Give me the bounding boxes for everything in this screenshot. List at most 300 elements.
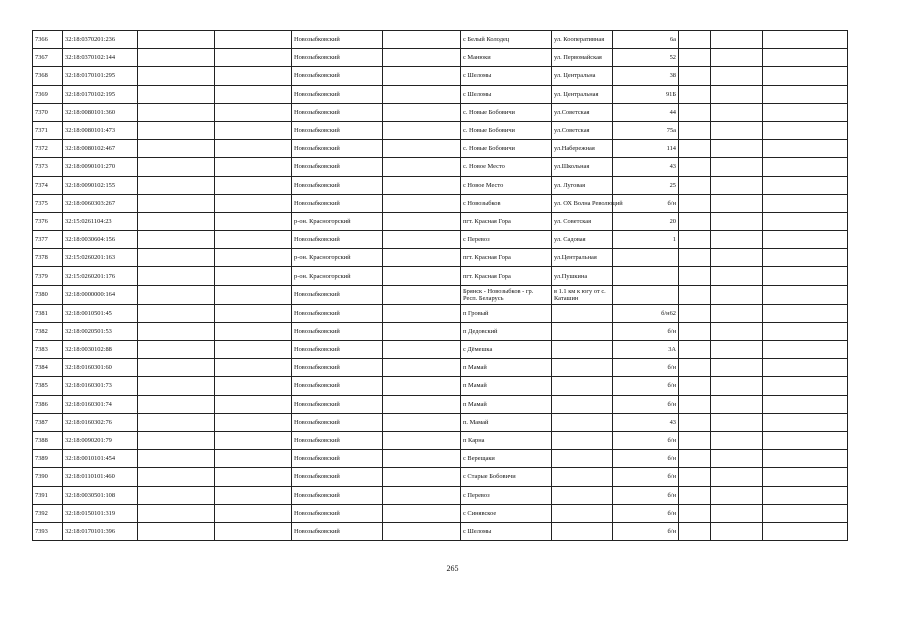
- district-cell: Новозыбковский: [292, 304, 383, 322]
- street-cell: [552, 431, 613, 449]
- house-number-cell: 91Б: [613, 85, 679, 103]
- row-number-cell: 7368: [33, 67, 63, 85]
- table-row: [33, 450, 848, 468]
- street-cell: ул.Пушкина: [552, 267, 613, 285]
- table-row: [33, 103, 848, 121]
- empty-cell: [711, 395, 763, 413]
- locality-cell: с Шеломы: [461, 522, 552, 540]
- empty-cell: [679, 121, 711, 139]
- house-number-cell: 52: [613, 49, 679, 67]
- empty-cell: [215, 158, 292, 176]
- empty-cell: [215, 431, 292, 449]
- street-cell: ул.Центральная: [552, 249, 613, 267]
- empty-cell: [679, 67, 711, 85]
- house-number-cell: б/н: [613, 377, 679, 395]
- empty-cell: [763, 450, 848, 468]
- empty-cell: [383, 304, 461, 322]
- empty-cell: [711, 468, 763, 486]
- empty-cell: [383, 194, 461, 212]
- cadastral-number-cell: 32:18:0020501:53: [63, 322, 138, 340]
- empty-cell: [763, 176, 848, 194]
- empty-cell: [763, 304, 848, 322]
- empty-cell: [215, 413, 292, 431]
- empty-cell: [215, 49, 292, 67]
- empty-cell: [763, 67, 848, 85]
- district-cell: Новозыбковский: [292, 103, 383, 121]
- empty-cell: [711, 522, 763, 540]
- table-row: [33, 121, 848, 139]
- table-row: [33, 322, 848, 340]
- empty-cell: [138, 359, 215, 377]
- street-cell: ул. Первомайская: [552, 49, 613, 67]
- empty-cell: [679, 413, 711, 431]
- table-row: [33, 31, 848, 49]
- empty-cell: [138, 194, 215, 212]
- cadastral-number-cell: 32:15:0260201:176: [63, 267, 138, 285]
- house-number-cell: б/н: [613, 359, 679, 377]
- empty-cell: [215, 341, 292, 359]
- empty-cell: [138, 322, 215, 340]
- empty-cell: [679, 231, 711, 249]
- empty-cell: [383, 31, 461, 49]
- house-number-cell: 44: [613, 103, 679, 121]
- locality-cell: с. Новые Бобовичи: [461, 103, 552, 121]
- empty-cell: [138, 450, 215, 468]
- empty-cell: [138, 504, 215, 522]
- empty-cell: [138, 431, 215, 449]
- empty-cell: [215, 121, 292, 139]
- locality-cell: пгт. Красная Гора: [461, 249, 552, 267]
- street-cell: [552, 504, 613, 522]
- house-number-cell: [613, 285, 679, 304]
- cadastral-number-cell: 32:18:0170101:295: [63, 67, 138, 85]
- table-row: [33, 413, 848, 431]
- street-cell: [552, 341, 613, 359]
- empty-cell: [679, 176, 711, 194]
- empty-cell: [138, 468, 215, 486]
- locality-cell: с Перевоз: [461, 231, 552, 249]
- house-number-cell: [613, 267, 679, 285]
- empty-cell: [383, 377, 461, 395]
- street-cell: ул.Школьная: [552, 158, 613, 176]
- street-cell: ул. Кооперативная: [552, 31, 613, 49]
- house-number-cell: 43: [613, 158, 679, 176]
- empty-cell: [679, 285, 711, 304]
- row-number-cell: 7372: [33, 140, 63, 158]
- empty-cell: [383, 450, 461, 468]
- empty-cell: [711, 158, 763, 176]
- empty-cell: [679, 194, 711, 212]
- table-row: [33, 158, 848, 176]
- row-number-cell: 7392: [33, 504, 63, 522]
- empty-cell: [711, 249, 763, 267]
- district-cell: Новозыбковский: [292, 377, 383, 395]
- row-number-cell: 7385: [33, 377, 63, 395]
- locality-cell: с. Новые Бобовичи: [461, 121, 552, 139]
- empty-cell: [383, 231, 461, 249]
- empty-cell: [711, 194, 763, 212]
- house-number-cell: б/н: [613, 486, 679, 504]
- empty-cell: [711, 231, 763, 249]
- empty-cell: [763, 413, 848, 431]
- district-cell: Новозыбковский: [292, 121, 383, 139]
- empty-cell: [215, 522, 292, 540]
- empty-cell: [711, 31, 763, 49]
- house-number-cell: б/н: [613, 322, 679, 340]
- cadastral-number-cell: 32:15:0261104:23: [63, 212, 138, 230]
- empty-cell: [711, 304, 763, 322]
- empty-cell: [763, 249, 848, 267]
- locality-cell: п Мамай: [461, 395, 552, 413]
- empty-cell: [383, 413, 461, 431]
- cadastral-number-cell: 32:18:0090102:155: [63, 176, 138, 194]
- empty-cell: [383, 121, 461, 139]
- empty-cell: [383, 431, 461, 449]
- registry-table: [32, 30, 848, 541]
- district-cell: р-он. Красногорский: [292, 249, 383, 267]
- table-row: [33, 49, 848, 67]
- cadastral-number-cell: 32:18:0030501:108: [63, 486, 138, 504]
- empty-cell: [383, 140, 461, 158]
- empty-cell: [763, 85, 848, 103]
- empty-cell: [711, 450, 763, 468]
- row-number-cell: 7369: [33, 85, 63, 103]
- empty-cell: [763, 359, 848, 377]
- empty-cell: [711, 322, 763, 340]
- empty-cell: [383, 212, 461, 230]
- empty-cell: [215, 322, 292, 340]
- row-number-cell: 7373: [33, 158, 63, 176]
- house-number-cell: б/н: [613, 395, 679, 413]
- empty-cell: [383, 249, 461, 267]
- district-cell: Новозыбковский: [292, 176, 383, 194]
- row-number-cell: 7378: [33, 249, 63, 267]
- empty-cell: [383, 341, 461, 359]
- empty-cell: [711, 67, 763, 85]
- district-cell: Новозыбковский: [292, 194, 383, 212]
- street-cell: [552, 413, 613, 431]
- empty-cell: [763, 194, 848, 212]
- empty-cell: [383, 103, 461, 121]
- empty-cell: [383, 359, 461, 377]
- empty-cell: [711, 103, 763, 121]
- empty-cell: [711, 267, 763, 285]
- cadastral-number-cell: 32:18:0150101:319: [63, 504, 138, 522]
- street-cell: [552, 468, 613, 486]
- table-row: [33, 304, 848, 322]
- street-cell: [552, 304, 613, 322]
- locality-cell: с. Новые Бобовичи: [461, 140, 552, 158]
- house-number-cell: б/н: [613, 504, 679, 522]
- empty-cell: [711, 341, 763, 359]
- empty-cell: [763, 285, 848, 304]
- cadastral-number-cell: 32:18:0090201:79: [63, 431, 138, 449]
- cadastral-number-cell: 32:18:0000000:164: [63, 285, 138, 304]
- empty-cell: [383, 522, 461, 540]
- row-number-cell: 7387: [33, 413, 63, 431]
- empty-cell: [383, 486, 461, 504]
- table-row: [33, 377, 848, 395]
- row-number-cell: 7381: [33, 304, 63, 322]
- table-row: [33, 468, 848, 486]
- locality-cell: с Белый Колодец: [461, 31, 552, 49]
- empty-cell: [679, 522, 711, 540]
- empty-cell: [138, 267, 215, 285]
- district-cell: Новозыбковский: [292, 322, 383, 340]
- empty-cell: [763, 377, 848, 395]
- street-cell: ул. Луговая: [552, 176, 613, 194]
- empty-cell: [383, 322, 461, 340]
- empty-cell: [215, 212, 292, 230]
- empty-cell: [679, 31, 711, 49]
- empty-cell: [679, 377, 711, 395]
- empty-cell: [215, 249, 292, 267]
- row-number-cell: 7377: [33, 231, 63, 249]
- page-number: 265: [446, 564, 459, 573]
- district-cell: Новозыбковский: [292, 359, 383, 377]
- empty-cell: [763, 49, 848, 67]
- empty-cell: [711, 140, 763, 158]
- street-cell: в 1.1 км к югу от с. Каташин: [552, 285, 613, 304]
- locality-cell: с Манюки: [461, 49, 552, 67]
- empty-cell: [383, 176, 461, 194]
- locality-cell: с Старые Бобовичи: [461, 468, 552, 486]
- street-cell: [552, 450, 613, 468]
- empty-cell: [679, 450, 711, 468]
- street-cell: [552, 377, 613, 395]
- empty-cell: [138, 212, 215, 230]
- district-cell: Новозыбковский: [292, 285, 383, 304]
- empty-cell: [679, 468, 711, 486]
- empty-cell: [215, 450, 292, 468]
- empty-cell: [383, 67, 461, 85]
- empty-cell: [138, 49, 215, 67]
- empty-cell: [138, 31, 215, 49]
- empty-cell: [763, 322, 848, 340]
- table-row: [33, 231, 848, 249]
- locality-cell: с Верещаки: [461, 450, 552, 468]
- empty-cell: [763, 103, 848, 121]
- locality-cell: п Дедовский: [461, 322, 552, 340]
- street-cell: [552, 522, 613, 540]
- house-number-cell: 75а: [613, 121, 679, 139]
- house-number-cell: б/н: [613, 450, 679, 468]
- empty-cell: [711, 413, 763, 431]
- empty-cell: [138, 140, 215, 158]
- empty-cell: [383, 158, 461, 176]
- empty-cell: [215, 31, 292, 49]
- district-cell: Новозыбковский: [292, 341, 383, 359]
- table-row: [33, 504, 848, 522]
- row-number-cell: 7379: [33, 267, 63, 285]
- cadastral-number-cell: 32:18:0010101:454: [63, 450, 138, 468]
- row-number-cell: 7389: [33, 450, 63, 468]
- street-cell: ул. Центральная: [552, 85, 613, 103]
- table-row: [33, 249, 848, 267]
- cadastral-number-cell: 32:18:0080102:467: [63, 140, 138, 158]
- empty-cell: [138, 395, 215, 413]
- empty-cell: [679, 158, 711, 176]
- cadastral-number-cell: 32:18:0370201:236: [63, 31, 138, 49]
- district-cell: р-он. Красногорский: [292, 212, 383, 230]
- row-number-cell: 7375: [33, 194, 63, 212]
- street-cell: [552, 486, 613, 504]
- locality-cell: пгт. Красная Гора: [461, 267, 552, 285]
- empty-cell: [679, 341, 711, 359]
- house-number-cell: б/н: [613, 194, 679, 212]
- empty-cell: [138, 486, 215, 504]
- locality-cell: п Мамай: [461, 359, 552, 377]
- table-row: [33, 431, 848, 449]
- empty-cell: [679, 486, 711, 504]
- empty-cell: [215, 67, 292, 85]
- row-number-cell: 7371: [33, 121, 63, 139]
- table-row: [33, 359, 848, 377]
- district-cell: Новозыбковский: [292, 431, 383, 449]
- table-row: [33, 341, 848, 359]
- table-row: [33, 67, 848, 85]
- house-number-cell: б/н: [613, 522, 679, 540]
- row-number-cell: 7388: [33, 431, 63, 449]
- empty-cell: [138, 67, 215, 85]
- row-number-cell: 7367: [33, 49, 63, 67]
- row-number-cell: 7374: [33, 176, 63, 194]
- cadastral-number-cell: 32:18:0010501:45: [63, 304, 138, 322]
- locality-cell: п Мамай: [461, 377, 552, 395]
- locality-cell: с Шеломы: [461, 67, 552, 85]
- district-cell: Новозыбковский: [292, 504, 383, 522]
- table-row: [33, 140, 848, 158]
- cadastral-number-cell: 32:18:0030102:88: [63, 341, 138, 359]
- empty-cell: [763, 267, 848, 285]
- house-number-cell: 43: [613, 413, 679, 431]
- empty-cell: [138, 304, 215, 322]
- street-cell: [552, 359, 613, 377]
- table-row: [33, 395, 848, 413]
- empty-cell: [138, 522, 215, 540]
- empty-cell: [383, 504, 461, 522]
- district-cell: Новозыбковский: [292, 140, 383, 158]
- house-number-cell: 6а: [613, 31, 679, 49]
- empty-cell: [711, 359, 763, 377]
- table-row: [33, 194, 848, 212]
- empty-cell: [711, 212, 763, 230]
- cadastral-number-cell: 32:18:0080101:473: [63, 121, 138, 139]
- cadastral-number-cell: 32:18:0080101:360: [63, 103, 138, 121]
- empty-cell: [138, 158, 215, 176]
- locality-cell: с Синявское: [461, 504, 552, 522]
- row-number-cell: 7393: [33, 522, 63, 540]
- street-cell: ул. Садовая: [552, 231, 613, 249]
- row-number-cell: 7382: [33, 322, 63, 340]
- empty-cell: [383, 395, 461, 413]
- empty-cell: [711, 377, 763, 395]
- empty-cell: [679, 49, 711, 67]
- cadastral-number-cell: 32:18:0170102:195: [63, 85, 138, 103]
- empty-cell: [763, 140, 848, 158]
- house-number-cell: 114: [613, 140, 679, 158]
- cadastral-number-cell: 32:18:0370102:144: [63, 49, 138, 67]
- empty-cell: [679, 267, 711, 285]
- empty-cell: [383, 267, 461, 285]
- street-cell: ул.Набережная: [552, 140, 613, 158]
- table-row: [33, 522, 848, 540]
- locality-cell: п. Мамай: [461, 413, 552, 431]
- empty-cell: [383, 285, 461, 304]
- empty-cell: [215, 194, 292, 212]
- cadastral-number-cell: 32:18:0060303:267: [63, 194, 138, 212]
- house-number-cell: [613, 249, 679, 267]
- empty-cell: [679, 249, 711, 267]
- district-cell: Новозыбковский: [292, 158, 383, 176]
- empty-cell: [138, 341, 215, 359]
- street-cell: ул.Советская: [552, 103, 613, 121]
- empty-cell: [215, 359, 292, 377]
- row-number-cell: 7390: [33, 468, 63, 486]
- district-cell: Новозыбковский: [292, 486, 383, 504]
- empty-cell: [679, 359, 711, 377]
- empty-cell: [138, 413, 215, 431]
- empty-cell: [215, 103, 292, 121]
- empty-cell: [215, 85, 292, 103]
- empty-cell: [711, 85, 763, 103]
- empty-cell: [215, 140, 292, 158]
- empty-cell: [215, 377, 292, 395]
- district-cell: Новозыбковский: [292, 67, 383, 85]
- district-cell: Новозыбковский: [292, 522, 383, 540]
- house-number-cell: б/н: [613, 431, 679, 449]
- district-cell: Новозыбковский: [292, 395, 383, 413]
- cadastral-number-cell: 32:18:0030604:156: [63, 231, 138, 249]
- empty-cell: [215, 486, 292, 504]
- empty-cell: [711, 285, 763, 304]
- district-cell: Новозыбковский: [292, 450, 383, 468]
- street-cell: [552, 395, 613, 413]
- empty-cell: [679, 140, 711, 158]
- street-cell: ул. Советская: [552, 212, 613, 230]
- empty-cell: [138, 103, 215, 121]
- empty-cell: [679, 431, 711, 449]
- cadastral-number-cell: 32:18:0110101:460: [63, 468, 138, 486]
- empty-cell: [763, 158, 848, 176]
- empty-cell: [763, 504, 848, 522]
- row-number-cell: 7383: [33, 341, 63, 359]
- locality-cell: п Гровый: [461, 304, 552, 322]
- table-row: [33, 85, 848, 103]
- row-number-cell: 7384: [33, 359, 63, 377]
- locality-cell: с Шеломы: [461, 85, 552, 103]
- house-number-cell: б/н: [613, 468, 679, 486]
- locality-cell: с Новозыбков: [461, 194, 552, 212]
- empty-cell: [711, 504, 763, 522]
- row-number-cell: 7391: [33, 486, 63, 504]
- cadastral-number-cell: 32:18:0160301:73: [63, 377, 138, 395]
- empty-cell: [138, 377, 215, 395]
- empty-cell: [215, 176, 292, 194]
- empty-cell: [679, 322, 711, 340]
- locality-cell: Брянск - Новозыбков - гр. Респ. Беларусь: [461, 285, 552, 304]
- empty-cell: [711, 431, 763, 449]
- empty-cell: [215, 395, 292, 413]
- empty-cell: [679, 85, 711, 103]
- locality-cell: с. Новое Место: [461, 158, 552, 176]
- empty-cell: [679, 395, 711, 413]
- district-cell: Новозыбковский: [292, 31, 383, 49]
- cadastral-number-cell: 32:15:0260201:163: [63, 249, 138, 267]
- empty-cell: [138, 85, 215, 103]
- table-row: [33, 285, 848, 304]
- locality-cell: пгт. Красная Гора: [461, 212, 552, 230]
